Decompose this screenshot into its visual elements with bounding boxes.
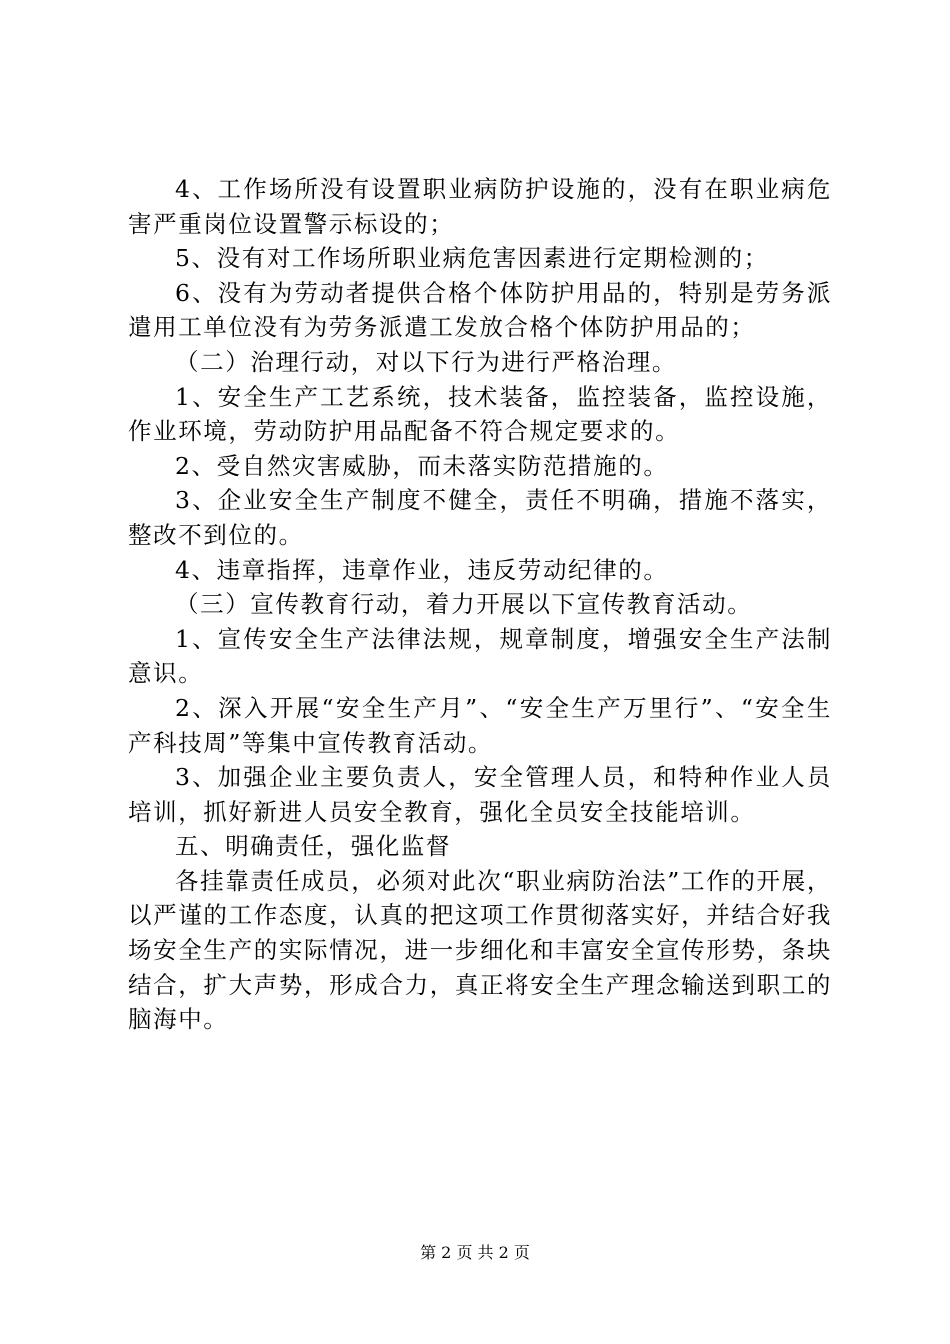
paragraph-governance-1: 1、安全生产工艺系统，技术装备，监控装备，监控设施，作业环境，劳动防护用品配备不符合规定要求的。 xyxy=(128,382,832,446)
paragraph-education-2: 2、深入开展“安全生产月”、“安全生产万里行”、“安全生产科技周”等集中宣传教育活动。 xyxy=(128,693,832,757)
section-heading-governance: （二）治理行动，对以下行为进行严格治理。 xyxy=(175,347,677,376)
paragraph-education-3: 3、加强企业主要负责人，安全管理人员，和特种作业人员培训，抓好新进人员安全教育，强化全员安全技能培训。 xyxy=(128,763,832,826)
paragraph-education-1: 1、宣传安全生产法律法规，规章制度，增强安全生产法制意识。 xyxy=(128,624,832,688)
page-number-footer: 第 2 页 共 2 页 xyxy=(420,1243,530,1262)
paragraph-item-5: 5、没有对工作场所职业病危害因素进行定期检测的； xyxy=(175,244,769,273)
paragraph-responsibility: 各挂靠责任成员，必须对此次“职业病防治法”工作的开展，以严谨的工作态度，认真的把这项工作贯彻落实好，并结合好我场安全生产的实际情况，进一步细化和丰富安全宣传形势，条块结合，扩大声势，形成合力，真正将安全生产理念输送到职工的脑海中。 xyxy=(128,866,832,1034)
paragraph-item-6: 6、没有为劳动者提供合格个体防护用品的，特别是劳务派遣用工单位没有为劳务派遣工发放合格个体防护用品的； xyxy=(128,278,832,342)
section-heading-responsibility: 五、明确责任，强化监督 xyxy=(175,832,452,861)
document-body xyxy=(128,172,832,1037)
paragraph-item-4: 4、工作场所没有设置职业病防护设施的，没有在职业病危害严重岗位设置警示标设的； xyxy=(128,175,832,238)
paragraph-governance-2: 2、受自然灾害威胁，而未落实防范措施的。 xyxy=(175,451,669,480)
section-heading-education: （三）宣传教育行动，着力开展以下宣传教育活动。 xyxy=(175,590,753,619)
paragraph-governance-4: 4、违章指挥，违章作业，违反劳动纪律的。 xyxy=(175,555,669,584)
paragraph-governance-3: 3、企业安全生产制度不健全，责任不明确，措施不落实，整改不到位的。 xyxy=(128,486,832,549)
